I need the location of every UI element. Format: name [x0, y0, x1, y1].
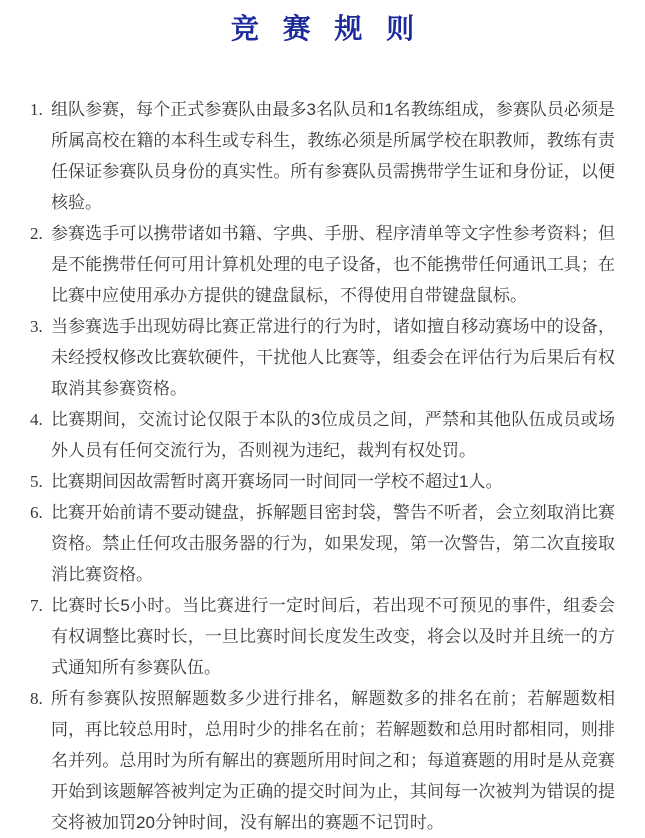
- rule-text: 参赛选手可以携带诸如书籍、字典、手册、程序清单等文字性参考资料；但是不能携带任何可用计算机处理的电子设备，也不能携带任何通讯工具；在比赛中应使用承办方提供的键盘鼠标，不得使用自带键盘鼠标。: [51, 224, 615, 305]
- rule-item-1: [30, 94, 615, 218]
- rule-item-2: [30, 218, 615, 311]
- rules-list: [30, 94, 615, 838]
- rule-item-3: [30, 311, 615, 404]
- rule-item-8: [30, 683, 615, 838]
- rule-item-4: [30, 404, 615, 466]
- rule-number: 4.: [30, 410, 43, 429]
- rule-number: 3.: [30, 317, 43, 336]
- rule-number: 7.: [30, 596, 43, 615]
- rule-number: 1.: [30, 100, 43, 119]
- rule-item-6: [30, 497, 615, 590]
- rule-item-7: [30, 590, 615, 683]
- page-title: 竞 赛 规 则: [230, 13, 423, 44]
- rule-text: 所有参赛队按照解题数多少进行排名，解题数多的排名在前；若解题数相同，再比较总用时，总用时少的排名在前；若解题数和总用时都相同，则排名并列。总用时为所有解出的赛题所用时间之和；每道赛题的用时是从竞赛开始到该题解答被判定为正确的提交时间为止，其间每一次被判为错误的提交将被加罚20分钟时间，没有解出的赛题不记罚时。: [51, 689, 615, 832]
- rule-number: 2.: [30, 224, 43, 243]
- rule-item-5: [30, 466, 615, 497]
- rule-text: 比赛期间因故需暂时离开赛场同一时间同一学校不超过1人。: [51, 472, 503, 491]
- rule-text: 当参赛选手出现妨碍比赛正常进行的行为时，诸如擅自移动赛场中的设备，未经授权修改比赛软硬件，干扰他人比赛等，组委会在评估行为后果后有权取消其参赛资格。: [51, 317, 615, 398]
- rule-text: 组队参赛，每个正式参赛队由最多3名队员和1名教练组成，参赛队员必须是所属高校在籍的本科生或专科生，教练必须是所属学校在职教师，教练有责任保证参赛队员身份的真实性。所有参赛队员需携带学生证和身份证，以便核验。: [51, 100, 615, 212]
- rule-number: 8.: [30, 689, 43, 708]
- rule-text: 比赛时长5小时。当比赛进行一定时间后，若出现不可预见的事件，组委会有权调整比赛时长，一旦比赛时间长度发生改变，将会以及时并且统一的方式通知所有参赛队伍。: [51, 596, 615, 677]
- rule-number: 5.: [30, 472, 43, 491]
- rule-text: 比赛开始前请不要动键盘，拆解题目密封袋，警告不听者，会立刻取消比赛资格。禁止任何攻击服务器的行为，如果发现，第一次警告，第二次直接取消比赛资格。: [51, 503, 615, 584]
- rule-text: 比赛期间，交流讨论仅限于本队的3位成员之间，严禁和其他队伍成员或场外人员有任何交流行为，否则视为违纪，裁判有权处罚。: [51, 410, 615, 460]
- rule-number: 6.: [30, 503, 43, 522]
